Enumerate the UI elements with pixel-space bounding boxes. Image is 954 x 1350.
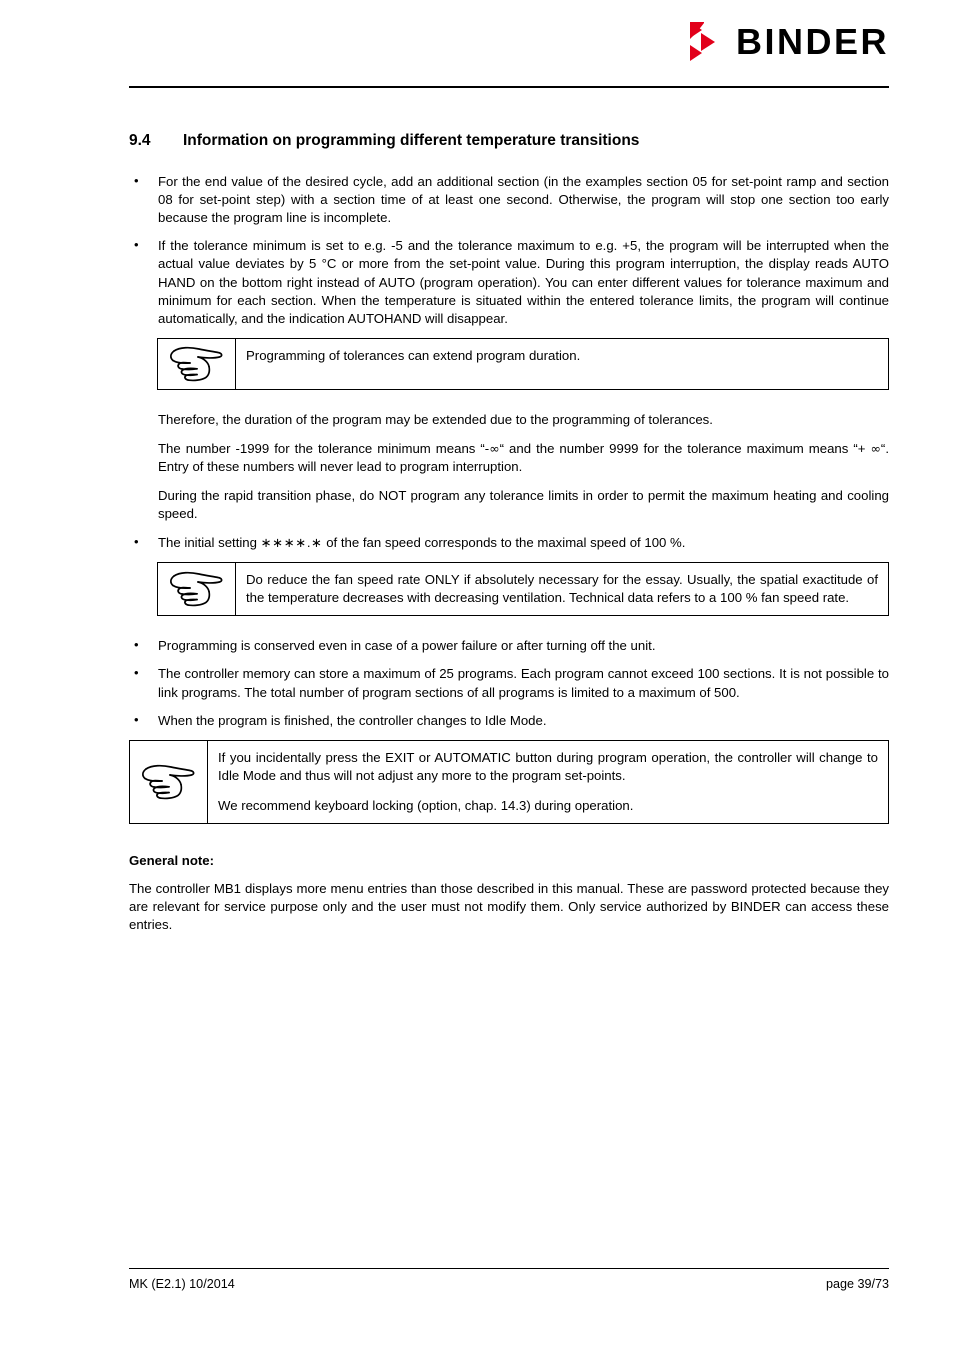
note-paragraph: We recommend keyboard locking (option, chap. 14.3) during operation.	[218, 797, 634, 813]
list-item: • If the tolerance minimum is set to e.g. -5 and the tolerance maximum to e.g. +5, the program will be interrupted when the actual value deviates by 5 °C or more from the set-point value. During this program interruption, the display reads AUTO HAND on the bottom right instead of AUTO (program operation). You can enter different values for tolerance maximum and minimum for each section. When the temperature is situated within the entered tolerance limits, the program will continue automatically, and the indication AUTOHAND will disappear.	[129, 237, 889, 327]
text-fragment: The initial setting	[158, 535, 261, 551]
note-text	[236, 563, 888, 615]
list-item: • The controller memory can store a maximum of 25 programs. Each program cannot exceed 100 sections. It is not possible to link programs. The total number of program sections of all programs is limited to a maximum of 500.	[129, 665, 889, 701]
binder-logo	[690, 22, 889, 62]
note-text	[208, 741, 888, 823]
pointing-hand-icon	[158, 339, 236, 389]
brand-name: BINDER	[735, 21, 889, 62]
text-fragment: “. Entry of these numbers will never lead to program interruption.	[158, 440, 889, 474]
page-header	[129, 22, 889, 84]
footer-document-id: MK (E2.1) 10/2014	[129, 1277, 235, 1291]
note-text	[236, 339, 888, 389]
text-fragment: of the fan speed corresponds to the maximal speed of 100 %.	[322, 535, 686, 551]
note-box-tolerance-duration	[157, 338, 889, 390]
page-footer	[129, 1277, 889, 1291]
note-paragraph: Programming of tolerances can extend program duration.	[246, 347, 581, 363]
binder-triangles-logo-icon	[690, 22, 724, 62]
bullet-list-top	[129, 173, 889, 328]
note-paragraph: Do reduce the fan speed rate ONLY if absolutely necessary for the essay. Usually, the spatial exactitude of the temperature decreases with decreasing ventilation. Technical data refers to a 100 % fan speed rate.	[246, 572, 878, 606]
section-number: 9.4	[129, 132, 151, 149]
note-box-fan-speed	[157, 562, 889, 616]
note-box-exit-automatic	[129, 740, 889, 824]
list-item: • For the end value of the desired cycle, add an additional section (in the examples section 05 for set-point ramp and section 08 for set-point step) with a section time of at least one second. Otherwise, the program will stop one section too early because the program line is incomplete.	[129, 173, 889, 227]
header-divider	[129, 86, 889, 88]
fan-speed-initial-value: ∗∗∗∗.∗	[260, 535, 323, 551]
pointing-hand-icon	[158, 563, 236, 615]
pointing-hand-icon	[130, 741, 208, 823]
general-note-text: The controller MB1 displays more menu entries than those described in this manual. These are password protected because they are relevant for service purpose only and the user must not modify them. Only service authorized by BINDER can access these entries.	[129, 880, 889, 933]
footer-page-number: page 39/73	[825, 1277, 889, 1291]
bullet-list-memory	[129, 637, 889, 729]
paragraph-infinity-values	[158, 440, 889, 476]
section-title: Information on programming different temperature transitions	[183, 132, 640, 149]
list-item: • Programming is conserved even in case of a power failure or after turning off the unit.	[129, 637, 889, 655]
paragraph-rapid-transition: During the rapid transition phase, do NOT program any tolerance limits in order to permit the maximum heating and cooling speed.	[158, 488, 889, 522]
general-note-heading: General note:	[129, 852, 215, 868]
text-fragment: “ and the number 9999 for the tolerance maximum means “+	[499, 440, 871, 456]
paragraph-duration-extended: Therefore, the duration of the program may be extended due to the programming of tolerances.	[158, 411, 713, 427]
infinity-symbol: ∞	[870, 440, 881, 456]
infinity-symbol: ∞	[489, 440, 500, 456]
footer-divider	[129, 1268, 889, 1269]
page-content	[129, 131, 889, 945]
text-fragment: The number -1999 for the tolerance minimum means “-	[158, 440, 490, 456]
list-item: • When the program is finished, the controller changes to Idle Mode.	[129, 712, 889, 730]
bullet-list-fan	[129, 534, 889, 552]
page-title	[129, 131, 889, 151]
list-item	[129, 534, 889, 552]
note-paragraph: If you incidentally press the EXIT or AUTOMATIC button during program operation, the controller will change to Idle Mode and thus will not adjust any more to the program set-points.	[218, 749, 878, 783]
